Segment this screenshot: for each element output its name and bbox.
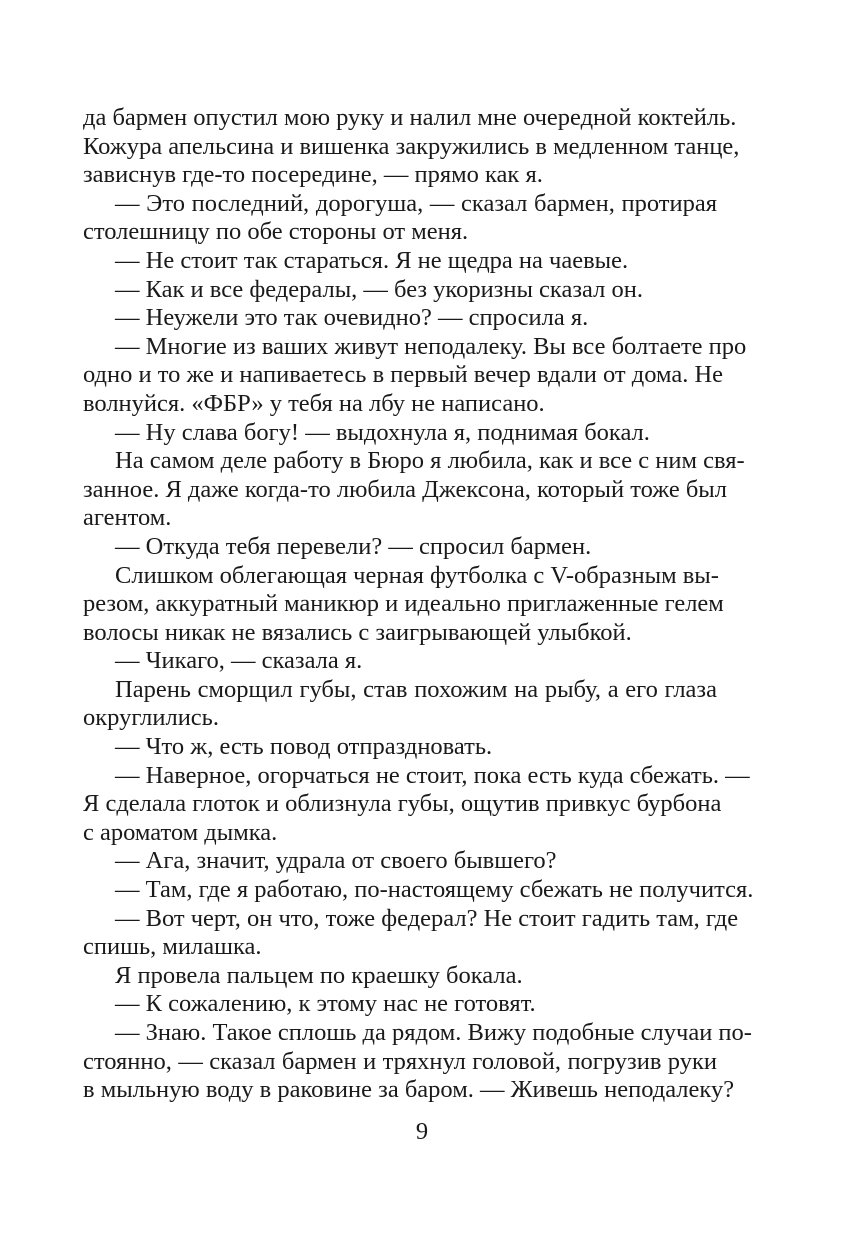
text-line: На самом деле работу в Бюро я любила, как и все с ним свя-	[115, 447, 745, 475]
text-line: Я сделала глоток и облизнула губы, ощутив привкус бурбона	[83, 790, 722, 818]
text-line: в мыльную воду в раковине за баром. — Живешь неподалеку?	[83, 1076, 735, 1104]
text-line: да бармен опустил мою руку и налил мне очередной коктейль.	[83, 104, 737, 131]
text-line: стоянно, — сказал бармен и тряхнул головой, погрузив руки	[83, 1047, 717, 1075]
text-line: — Что ж, есть повод отпраздновать.	[115, 733, 493, 761]
text-line: округлились.	[83, 704, 219, 732]
text-line: — Там, где я работаю, по-настоящему сбежать не получится.	[115, 876, 754, 904]
text-line: — Знаю. Такое сплошь да рядом. Вижу подобные случаи по-	[115, 1019, 752, 1046]
page-number: 9	[415, 1118, 429, 1145]
text-line: столешницу по обе стороны от меня.	[83, 218, 469, 246]
text-line: — Откуда тебя перевели? — спросил бармен.	[115, 532, 592, 560]
text-line: — Вот черт, он что, тоже федерал? Не стоит гадить там, где	[115, 904, 739, 932]
text-line: — Наверное, огорчаться не стоит, пока есть куда сбежать. —	[115, 761, 750, 789]
body-text	[83, 104, 754, 1105]
text-line: — Как и все федералы, — без укоризны сказал он.	[115, 275, 643, 303]
text-line: зависнув где-то посередине, — прямо как я.	[83, 161, 543, 189]
text-line: Я провела пальцем по краешку бокала.	[115, 961, 523, 989]
text-line: с ароматом дымка.	[83, 818, 278, 846]
text-line: — Многие из ваших живут неподалеку. Вы все болтаете про	[115, 332, 747, 360]
text-line: волнуйся. «ФБР» у тебя на лбу не написано.	[83, 389, 545, 417]
text-line: — Ага, значит, удрала от своего бывшего?	[115, 847, 557, 875]
text-line: — К сожалению, к этому нас не готовят.	[115, 990, 536, 1018]
text-line: Слишком облегающая черная футболка с V-образным вы-	[115, 561, 719, 589]
text-line: — Не стоит так стараться. Я не щедра на чаевые.	[115, 246, 629, 274]
text-line: агентом.	[83, 504, 172, 532]
text-line: занное. Я даже когда-то любила Джексона, который тоже был	[83, 475, 727, 503]
text-line: — Ну слава богу! — выдохнула я, поднимая бокал.	[115, 418, 650, 446]
text-line: резом, аккуратный маникюр и идеально приглаженные гелем	[83, 590, 724, 618]
text-line: Кожура апельсина и вишенка закружились в медленном танце,	[83, 132, 740, 160]
text-line: волосы никак не вязались с заигрывающей улыбкой.	[83, 618, 632, 646]
text-line: — Неужели это так очевидно? — спросила я.	[115, 304, 589, 332]
text-line: Парень сморщил губы, став похожим на рыбу, а его глаза	[115, 675, 717, 703]
text-line: — Это последний, дорогуша, — сказал бармен, протирая	[115, 189, 717, 217]
text-line: спишь, милашка.	[83, 933, 262, 961]
text-line: — Чикаго, — сказала я.	[115, 647, 363, 675]
text-line: одно и то же и напиваетесь в первый вечер вдали от дома. Не	[83, 361, 724, 389]
